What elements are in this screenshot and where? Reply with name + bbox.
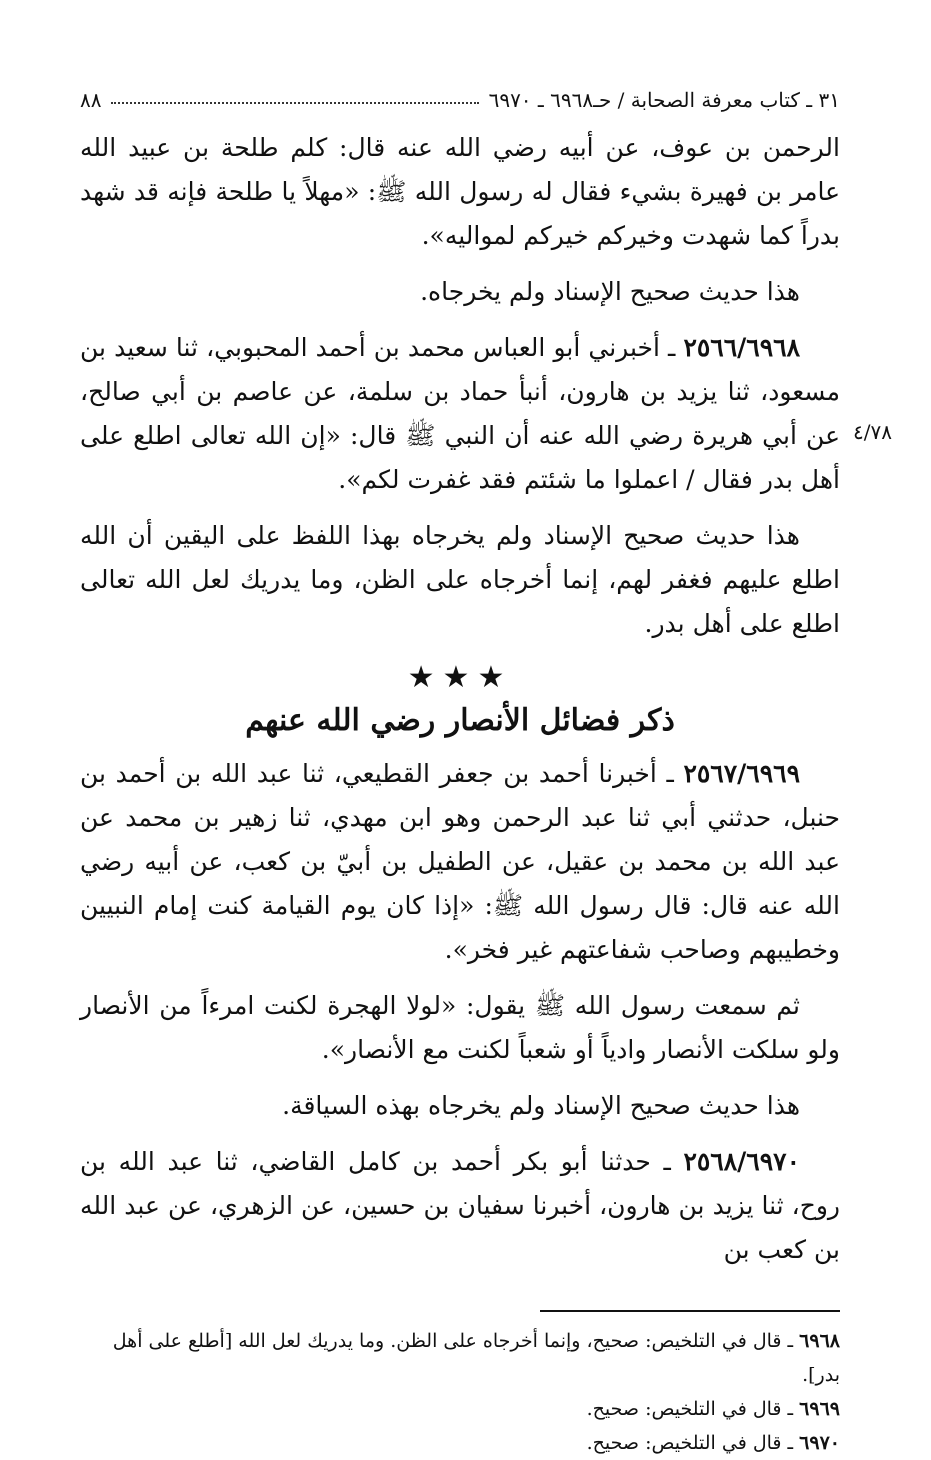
paragraph-hadith-6969 bbox=[80, 752, 840, 972]
running-title: ٣١ ـ كتاب معرفة الصحابة / حـ٦٩٦٨ ـ ٦٩٧٠ bbox=[488, 88, 840, 112]
footnote-6969 bbox=[80, 1392, 840, 1426]
margin-volume-reference: ٤/٧٨ bbox=[853, 420, 892, 444]
page-number: ٨٨ bbox=[80, 88, 102, 112]
paragraph-hadith-6969-cont: ثم سمعت رسول الله ﷺ يقول: «لولا الهجرة لكنت امرءاً من الأنصار ولو سلكت الأنصار وادياً أو شعباً لكنت مع الأنصار». bbox=[80, 991, 840, 1064]
footnote-6968 bbox=[80, 1324, 840, 1392]
paragraph-grading-3: هذا حديث صحيح الإسناد ولم يخرجاه بهذه السياقة. bbox=[282, 1091, 800, 1120]
header-dotted-leader bbox=[111, 102, 478, 104]
hadith-number: ٢٥٦٨/٦٩٧٠ bbox=[683, 1147, 801, 1176]
footnote-text: ـ قال في التلخيص: صحيح. bbox=[586, 1432, 794, 1454]
footnote-separator bbox=[540, 1310, 840, 1312]
paragraph-hadith-6967-end: الرحمن بن عوف، عن أبيه رضي الله عنه قال: كلم طلحة بن عبيد الله عامر بن فهيرة بشيء فقال له رسول الله ﷺ: «مهلاً يا طلحة فإنه قد شهد بدراً كما شهدت وخيركم خيركم لمواليه». bbox=[80, 133, 840, 250]
hadith-text: ـ أخبرني أبو العباس محمد بن أحمد المحبوبي، ثنا سعيد بن مسعود، ثنا يزيد بن هارون، أنبأ حماد بن سلمة، عن عاصم بن أبي صالح، عن أبي هريرة رضي الله عنه أن النبي ﷺ قال: «إن الله تعالى اطلع على أهل بدر فقال / اعملوا ما شئتم فقد غفرت لكم». bbox=[80, 333, 840, 494]
footnote-text: ـ قال في التلخيص: صحيح، وإنما أخرجاه على الظن. وما يدريك لعل الله [أطلع على أهل بدر]. bbox=[112, 1330, 840, 1386]
book-page bbox=[80, 78, 892, 1460]
hadith-text: ـ أخبرنا أحمد بن جعفر القطيعي، ثنا عبد الله بن أحمد بن حنبل، حدثني أبي ثنا عبد الرحمن وهو ابن مهدي، ثنا زهير بن محمد عن عبد الله بن محمد بن عقيل، عن الطفيل بن أبيّ بن كعب، عن أبيه رضي الله عنه قال: قال رسول الله ﷺ: «إذا كان يوم القيامة كنت إمام النبيين وخطيبهم وصاحب شفاعتهم غير فخر». bbox=[80, 759, 840, 964]
paragraph-grading-2: هذا حديث صحيح الإسناد ولم يخرجاه بهذا اللفظ على اليقين أن الله اطلع عليهم فغفر لهم، إنما أخرجاه على الظن، وما يدريك لعل الله تعالى اطلع على أهل بدر. bbox=[80, 521, 840, 638]
footnote-number: ٦٩٦٩ bbox=[799, 1398, 840, 1420]
footnote-number: ٦٩٧٠ bbox=[799, 1432, 840, 1454]
paragraph-hadith-6970 bbox=[80, 1140, 840, 1272]
page-header bbox=[80, 78, 840, 112]
paragraph-hadith-6968 bbox=[80, 326, 840, 502]
paragraph-grading-1: هذا حديث صحيح الإسناد ولم يخرجاه. bbox=[420, 277, 800, 306]
footnote-number: ٦٩٦٨ bbox=[799, 1330, 840, 1352]
hadith-number: ٢٥٦٧/٦٩٦٩ bbox=[683, 759, 800, 788]
section-divider-stars: ★★★ bbox=[407, 660, 513, 695]
footnote-text: ـ قال في التلخيص: صحيح. bbox=[586, 1398, 794, 1420]
section-title: ذكر فضائل الأنصار رضي الله عنهم bbox=[245, 703, 675, 738]
footnote-6970 bbox=[80, 1426, 840, 1460]
hadith-number: ٢٥٦٦/٦٩٦٨ bbox=[683, 333, 800, 362]
hadith-text: ـ حدثنا أبو بكر أحمد بن كامل القاضي، ثنا عبد الله بن روح، ثنا يزيد بن هارون، أخبرنا سفيان بن حسين، عن الزهري، عن عبد الله بن كعب بن bbox=[80, 1147, 840, 1264]
hadith-6968-block bbox=[80, 326, 892, 502]
